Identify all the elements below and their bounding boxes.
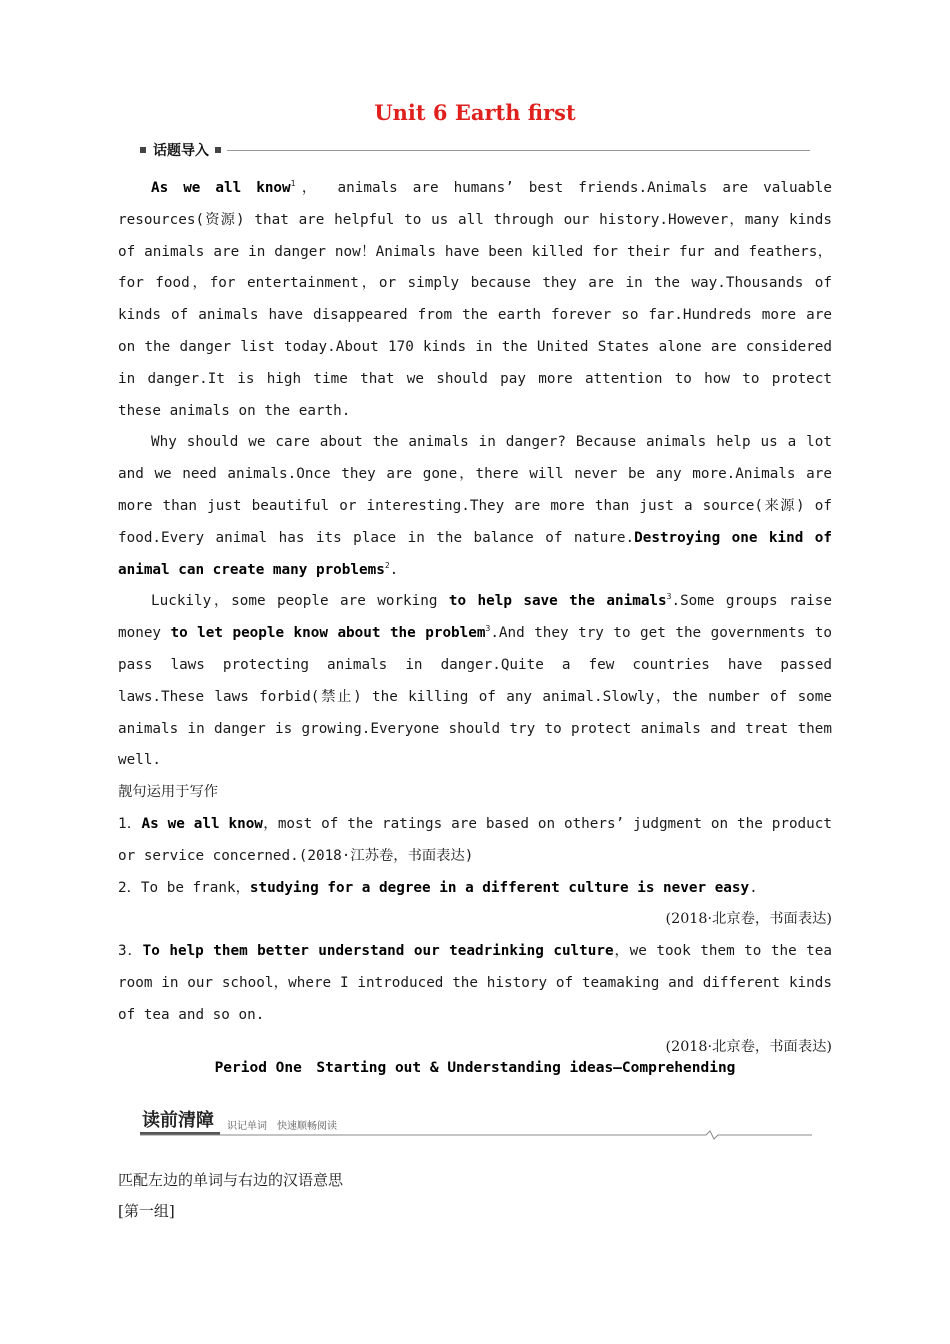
paragraph-text: .And they try to get the governments to pass laws protecting animals in danger.Quite a few countries have passed laws.These laws forbid(禁止) the killing of any animal.Slowly，the number of some animals in danger is growing.Everyone should try to protect animals and treat them well.	[118, 625, 832, 769]
example-number: 3．	[118, 943, 143, 960]
example-source: (2018·北京卷，书面表达)	[665, 1038, 832, 1055]
group-label: [第一组]	[118, 1202, 175, 1220]
example-number: 1．	[118, 815, 142, 832]
matching-section	[118, 1165, 832, 1227]
key-phrase: To help them better understand our teadrinking culture	[142, 943, 614, 960]
paragraph-text: Why should we care about the animals in danger? Because animals help us a lot and we need animals.Once they are gone，there will never be any more.Animals are more than just beautiful or interesting.They are more than just a source(来源) of food.Every animal has its place in the balance of nature.	[118, 434, 832, 546]
banner-title: 读前清障	[142, 1110, 214, 1131]
writing-heading: 靓句运用于写作	[118, 784, 219, 801]
banner-subtitle: 识记单词 快速顺畅阅读	[227, 1121, 337, 1132]
unit-title: Unit 6 Earth first	[374, 100, 576, 125]
reading-banner	[140, 1106, 812, 1140]
key-phrase: As we all know	[141, 815, 263, 832]
period-heading: Period One Starting out & Understanding ideas—Comprehending	[214, 1060, 736, 1076]
section-label: 话题导入	[153, 143, 209, 159]
paragraph-3	[118, 586, 832, 777]
example-source: (2018·北京卷，书面表达)	[665, 911, 832, 928]
paragraph-text: .Some groups raise money	[118, 593, 832, 642]
key-phrase: studying for a degree in a different culture is never easy	[249, 879, 750, 896]
section-header	[140, 140, 810, 160]
key-phrase: Destroying one kind of animal can create many problems	[118, 529, 832, 578]
square-bullet-icon	[215, 147, 221, 153]
example-text: ，most of the ratings are based on others’ judgment on the product or service concerned.(2018·江苏卷，书面表达)	[118, 815, 832, 864]
paragraph-1	[118, 173, 832, 427]
example-text: To be frank，	[140, 879, 250, 896]
example-number: 2．	[118, 879, 141, 896]
footnote-marker: 2	[384, 560, 390, 570]
footnote-marker: 3	[485, 624, 491, 634]
passage-body	[118, 173, 832, 1063]
matching-instruction: 匹配左边的单词与右边的汉语意思	[118, 1171, 344, 1189]
footnote-marker: 3	[666, 592, 672, 602]
divider-line	[227, 150, 810, 151]
square-bullet-icon	[140, 147, 146, 153]
example-text: .	[749, 879, 758, 896]
example-1	[118, 809, 832, 873]
footnote-marker: 1	[290, 179, 296, 189]
example-2	[118, 873, 832, 905]
key-phrase: to let people know about the problem	[170, 625, 486, 642]
paragraph-text: Luckily，some people are working	[151, 593, 449, 610]
key-phrase: to help save the animals	[448, 593, 667, 610]
paragraph-text: ， animals are humans’ best friends.Animals are valuable resources(资源) that are helpful to us all through our history.However，many kinds of animals are in danger now！Animals have been killed for their fur and feathers，for food，for entertainment，or simply because they are in the way.Thousands of kinds of animals have disappeared from the earth forever so far.Hundreds more are on the danger list today.About 170 kinds in the United States alone are considered in danger.It is high time that we should pay more attention to how to protect these animals on the earth.	[118, 180, 832, 419]
example-text: ，we took them to the tea room in our school，where I introduced the history of teamaking and different kinds of tea and so on.	[118, 943, 832, 1023]
key-phrase: As we all know	[151, 180, 291, 196]
banner-divider-icon	[140, 1128, 812, 1142]
paragraph-2	[118, 427, 832, 586]
example-3	[118, 936, 832, 1031]
paragraph-text: .	[389, 561, 399, 578]
